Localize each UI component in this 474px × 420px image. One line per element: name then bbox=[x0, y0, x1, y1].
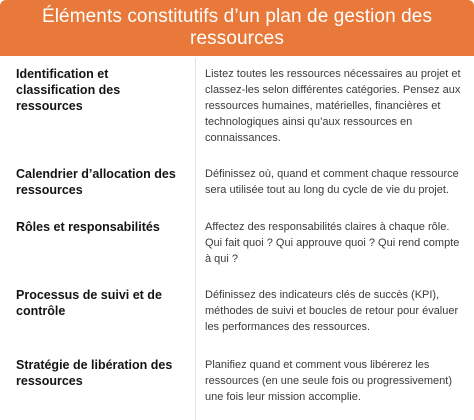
row-description: Définissez où, quand et comment chaque ressource sera utilisée tout au long du cycle de vie du projet. bbox=[205, 168, 459, 196]
table-title: Éléments constitutifs d’un plan de gestion des ressources bbox=[41, 6, 433, 49]
table-header bbox=[0, 0, 474, 56]
row-description: Listez toutes les ressources nécessaires au projet et classez-les selon différentes catégories. Pensez aux ressources humaines, matérielles, financières et technologiques ainsi qu’aux ressources en connaissances. bbox=[205, 68, 461, 144]
row-description: Affectez des responsabilités claires à chaque rôle. Qui fait quoi ? Qui approuve quoi ? Qui rend compte à qui ? bbox=[205, 221, 460, 265]
row-title: Processus de suivi et de contrôle bbox=[16, 288, 162, 318]
row-title: Stratégie de libération des ressources bbox=[16, 358, 173, 388]
row-description: Planifiez quand et comment vous libérerez les ressources (en une seule fois ou progressivement) une fois leur mission accomplie. bbox=[205, 359, 453, 403]
column-divider bbox=[195, 58, 196, 420]
row-title: Rôles et responsabilités bbox=[16, 220, 160, 234]
row-title: Calendrier d’allocation des ressources bbox=[16, 167, 176, 197]
row-title: Identification et classification des ressources bbox=[16, 67, 121, 113]
row-description: Définissez des indicateurs clés de succès (KPI), méthodes de suivi et boucles de retour pour évaluer les performances des ressources. bbox=[205, 289, 459, 333]
